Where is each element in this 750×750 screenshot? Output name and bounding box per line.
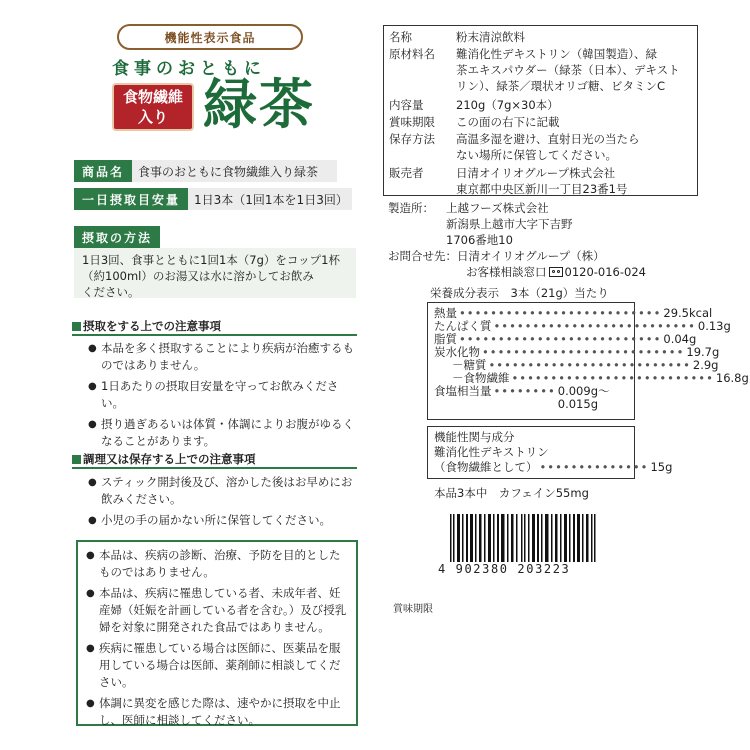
list-item: ● 本品を多く摂取することにより疾病が治癒するものではありません。 bbox=[88, 340, 356, 374]
table-row: －糖質 •••••••••••••••••••••••••• 2.9g bbox=[434, 359, 628, 372]
nutrition-heading: 栄養成分表示 3本（21g）当たり bbox=[430, 286, 609, 300]
contact-line2: お客様相談窓口 bbox=[466, 265, 547, 279]
nutrient-value: 19.7g bbox=[686, 345, 720, 359]
divider bbox=[72, 467, 357, 469]
fiber-badge bbox=[112, 83, 194, 131]
divider bbox=[72, 334, 357, 336]
storage-notes-heading bbox=[72, 451, 256, 467]
functional-ingredient-box: 機能性関与成分 難消化性デキストリン （食物繊維として） •••••••••••••• 15g bbox=[427, 426, 635, 479]
functional-line2: 難消化性デキストリン bbox=[434, 445, 549, 459]
method-box bbox=[74, 248, 356, 298]
square-bullet-icon bbox=[72, 455, 81, 464]
storage-value bbox=[456, 131, 692, 163]
fiber-badge-line1: 食物繊維 bbox=[122, 88, 183, 106]
product-title: 緑茶 bbox=[203, 72, 315, 136]
seller-line: 東京都中央区新川一丁目23番1号 bbox=[456, 182, 628, 196]
method-label: 摂取の方法 bbox=[74, 226, 160, 248]
square-bullet-icon bbox=[72, 322, 81, 331]
expiry-value: この面の右下に記載 bbox=[456, 115, 560, 129]
caffeine-note: 本品3本中 カフェイン55mg bbox=[434, 486, 589, 500]
volume-key: 内容量 bbox=[389, 98, 424, 112]
ingredients-line: リン）、緑茶／環状オリゴ糖、ビタミンC bbox=[456, 79, 666, 93]
ingredients-key: 原材料名 bbox=[389, 47, 435, 61]
nutrient-name: たんぱく質 bbox=[434, 319, 492, 333]
caution-item: ● 疾病に罹患している場合は医師に、医薬品を服用している場合は医師、薬剤師に相談してください。 bbox=[86, 640, 348, 691]
functional-line1: 機能性関与成分 bbox=[434, 430, 515, 444]
ingredients-line: 難消化性デキストリン（韓国製造）、緑 bbox=[456, 47, 658, 61]
table-row: 脂質 •••••••••••••••••••••••••• 0.04g bbox=[434, 332, 697, 346]
nutrient-name: 炭水化物 bbox=[434, 345, 480, 359]
list-item: ● スティック開封後及び、溶かした後はお早めにお飲みください。 bbox=[88, 474, 356, 508]
method-line: （約100ml）のお湯又は水に溶かしてお飲み bbox=[82, 269, 314, 283]
table-row: 食塩相当量 •••••••• 0.009g～0.015g bbox=[434, 385, 628, 411]
functional-food-banner: 機能性表示食品 bbox=[117, 24, 303, 50]
name-key: 名称 bbox=[389, 30, 412, 44]
phone-number: 0120-016-024 bbox=[564, 265, 646, 279]
daily-intake-row bbox=[74, 188, 352, 210]
list-item: ● 小児の手の届かない所に保管してください。 bbox=[88, 512, 356, 529]
storage-line: 高温多湿を避け、直射日光の当たら bbox=[456, 132, 640, 146]
nutrient-value: 0.13g bbox=[697, 319, 731, 333]
product-label-table bbox=[383, 25, 698, 196]
barcode bbox=[438, 514, 616, 592]
nutrient-value: 0.04g bbox=[663, 332, 697, 346]
fiber-badge-line2: 入り bbox=[137, 108, 168, 126]
freedial-icon bbox=[549, 267, 563, 277]
method-line: ください。 bbox=[82, 285, 140, 299]
intake-notes-list bbox=[88, 340, 356, 454]
contact-line1: 日清オイリオグループ（株） bbox=[457, 249, 605, 263]
nutrient-value: 16.8g bbox=[715, 371, 749, 385]
daily-intake-label: 一日摂取目安量 bbox=[74, 188, 188, 210]
storage-notes-heading-text: 調理又は保存する上での注意事項 bbox=[83, 452, 256, 466]
table-row: 熱量 •••••••••••••••••••••••••• 29.5kcal bbox=[434, 306, 713, 320]
storage-key: 保存方法 bbox=[389, 132, 435, 146]
nutrient-name: －糖質 bbox=[452, 358, 487, 372]
table-row: たんぱく質 •••••••••••••••••••••••••• 0.13g bbox=[434, 319, 731, 333]
table-row: 炭水化物 •••••••••••••••••••••••••• 19.7g bbox=[434, 345, 720, 359]
list-item: ● 摂り過ぎあるいは体質・体調によりお腹がゆるくなることがあります。 bbox=[88, 416, 356, 450]
contact-key: お問合せ先： bbox=[388, 249, 457, 263]
intake-notes-heading bbox=[72, 318, 221, 334]
caution-item: ● 体調に異変を感じた際は、速やかに摂取を中止し、医師に相談してください。 bbox=[86, 695, 348, 729]
manufacturer-line: 上越フーズ株式会社 bbox=[446, 201, 549, 215]
method-heading-row bbox=[74, 226, 160, 248]
volume-value: 210g（7g×30本） bbox=[456, 98, 559, 112]
product-name-row bbox=[74, 160, 337, 182]
ingredients-line: 茶エキスパウダー（緑茶（日本）、デキスト bbox=[456, 63, 680, 77]
list-item: ● 1日あたりの摂取目安量を守ってお飲みください。 bbox=[88, 378, 356, 412]
barcode-number: 4 902380 203223 bbox=[438, 562, 618, 576]
ingredients-value bbox=[456, 46, 692, 94]
expiry-label: 賞味期限 bbox=[393, 604, 433, 615]
caution-item: ● 本品は、疾病に罹患している者、未成年者、妊産婦（妊娠を計画している者を含む。）及び授乳婦を対象に開発された食品ではありません。 bbox=[86, 585, 348, 636]
nutrient-name: 食塩相当量 bbox=[434, 384, 492, 398]
manufacturer-line: 1706番地10 bbox=[446, 233, 513, 247]
nutrition-table bbox=[427, 302, 749, 420]
method-line: 1日3回、食事とともに1回1本（7g）をコップ1杯 bbox=[82, 253, 340, 267]
intake-notes-heading-text: 摂取をする上での注意事項 bbox=[83, 319, 221, 333]
tagline: 食事のおともに bbox=[112, 59, 266, 79]
nutrient-value: 0.009g～0.015g bbox=[557, 384, 610, 411]
nutrient-value: 2.9g bbox=[692, 358, 719, 372]
manufacturer-key: 製造所： bbox=[388, 201, 434, 215]
seller-key: 販売者 bbox=[389, 166, 424, 180]
name-value: 粉末清涼飲料 bbox=[456, 30, 525, 44]
storage-line: ない場所に保管してください。 bbox=[456, 148, 617, 162]
seller-line: 日清オイリオグループ株式会社 bbox=[456, 166, 616, 180]
product-name-label: 商品名 bbox=[74, 160, 132, 182]
daily-intake-value: 1日3本（1回1本を1日3回） bbox=[188, 188, 352, 210]
nutrient-name: 脂質 bbox=[434, 332, 457, 346]
table-row: －食物繊維 •••••••••••••••••••••••••• 16.8g bbox=[434, 372, 628, 385]
caution-box bbox=[76, 540, 358, 726]
seller-value bbox=[456, 165, 692, 197]
functional-line3-value: 15g bbox=[650, 460, 673, 474]
expiry-key: 賞味期限 bbox=[389, 115, 435, 129]
nutrient-value: 29.5kcal bbox=[663, 306, 713, 320]
manufacturer-block bbox=[388, 200, 646, 280]
manufacturer-line: 新潟県上越市大字下吉野 bbox=[446, 217, 573, 231]
caution-item: ● 本品は、疾病の診断、治療、予防を目的としたものではありません。 bbox=[86, 547, 348, 581]
functional-line3-name: （食物繊維として） bbox=[434, 460, 538, 474]
nutrient-name: 熱量 bbox=[434, 306, 457, 320]
nutrient-name: －食物繊維 bbox=[452, 371, 510, 385]
product-name-value: 食事のおともに食物繊維入り緑茶 bbox=[132, 160, 337, 182]
storage-notes-list bbox=[88, 474, 356, 533]
